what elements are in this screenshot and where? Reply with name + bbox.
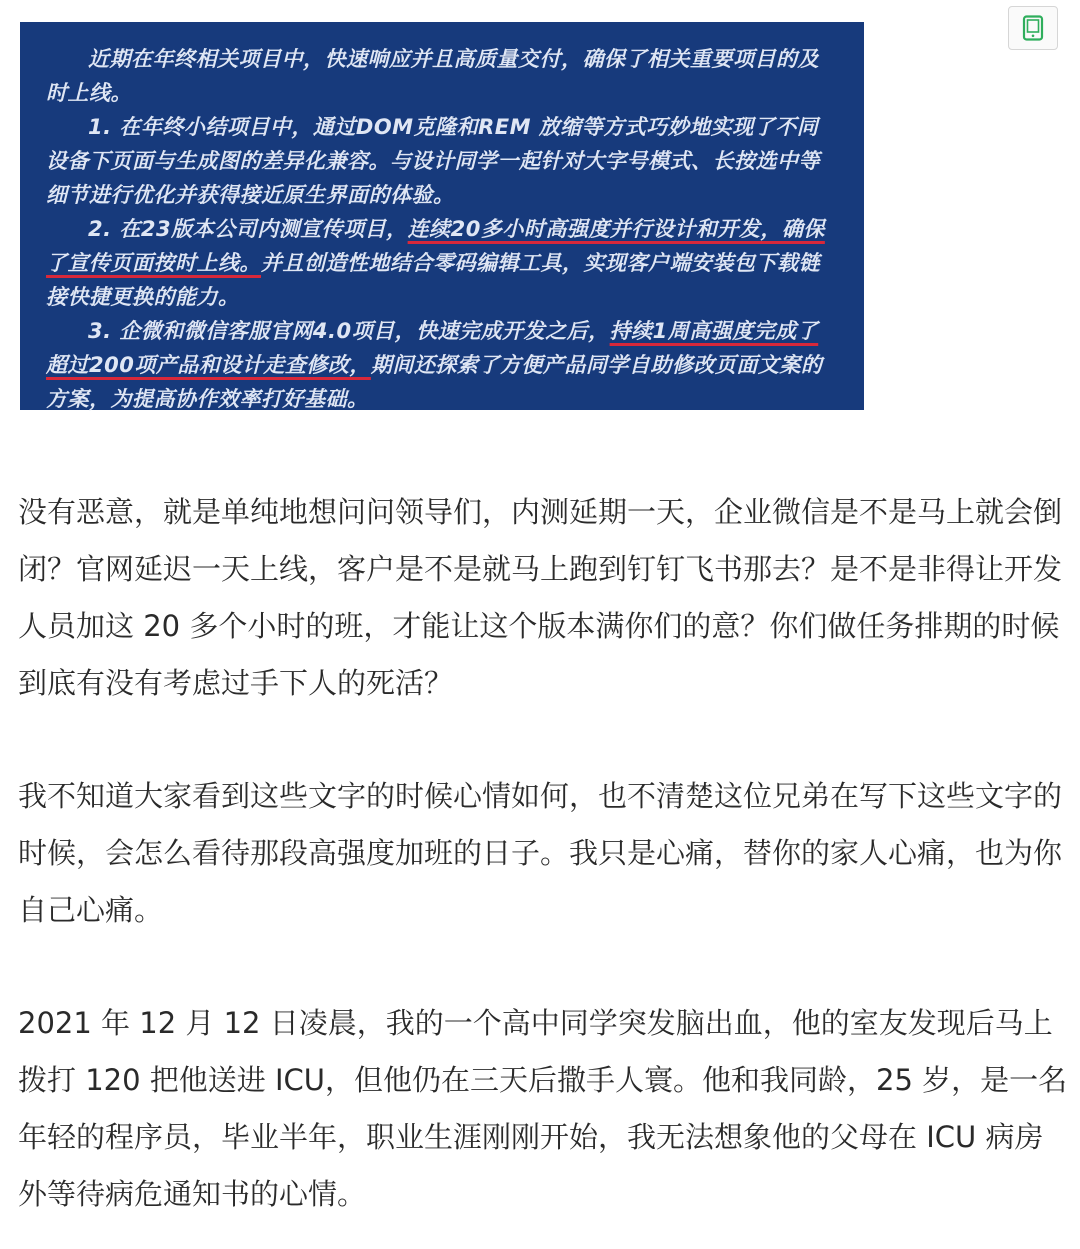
quote-item-3 — [46, 314, 838, 416]
article-body — [18, 484, 1068, 1223]
quote-item-2-highlight: 连续20多小时高强度并行设计和开发，确保了宣传页面按时上线。 — [46, 217, 825, 275]
quote-item-3-post: 期间还探索了方便产品同学自助修改页面文案的方案，为提高协作效率打好基础。 — [46, 353, 823, 411]
quote-item-3-highlight: 持续1周高强度完成了超过200项产品和设计走查修改， — [46, 319, 819, 377]
quote-item-2 — [46, 212, 838, 314]
tablet-icon[interactable] — [1008, 6, 1058, 50]
article-paragraph-2: 我不知道大家看到这些文字的时候心情如何，也不清楚这位兄弟在写下这些文字的时候，会怎么看待那段高强度加班的日子。我只是心痛，替你的家人心痛，也为你自己心痛。 — [18, 779, 1063, 927]
article-paragraph-3: 2021 年 12 月 12 日凌晨，我的一个高中同学突发脑出血，他的室友发现后马上拨打 120 把他送进 ICU，但他仍在三天后撒手人寰。他和我同龄，25 岁，是一名年轻的程序员，毕业半年，职业生涯刚刚开始，我无法想象他的父母在 ICU 病房外等待病危通知书的心情。 — [18, 1006, 1068, 1211]
quote-item-2-pre: 2. 在23版本公司内测宣传项目， — [88, 217, 408, 241]
quote-item-1: 1. 在年终小结项目中，通过DOM克隆和REM 放缩等方式巧妙地实现了不同设备下页面与生成图的差异化兼容。与设计同学一起针对大字号模式、长按选中等细节进行优化并获得接近原生界面的体验。 — [46, 115, 820, 207]
quoted-screenshot — [20, 22, 864, 410]
article-paragraph-1: 没有恶意，就是单纯地想问问领导们，内测延期一天，企业微信是不是马上就会倒闭？官网延迟一天上线，客户是不是就马上跑到钉钉飞书那去？是不是非得让开发人员加这 20 多个小时的班，才能让这个版本满你们的意？你们做任务排期的时候到底有没有考虑过手下人的死活？ — [18, 495, 1063, 700]
quote-intro: 近期在年终相关项目中，快速响应并且高质量交付，确保了相关重要项目的及时上线。 — [46, 47, 819, 105]
quote-item-3-pre: 3. 企微和微信客服官网4.0项目，快速完成开发之后， — [88, 319, 610, 343]
quote-item-2-post: 并且创造性地结合零码编辑工具，实现客户端安装包下载链接快捷更换的能力。 — [46, 251, 820, 309]
